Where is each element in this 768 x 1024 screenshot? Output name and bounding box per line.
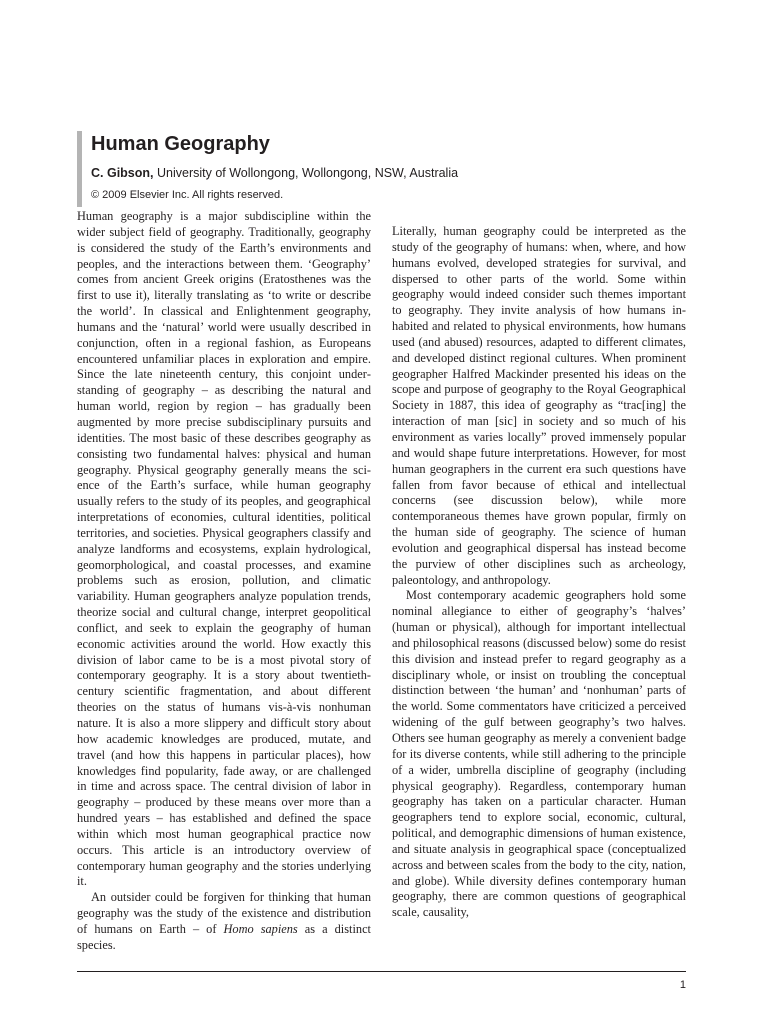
author-line <box>91 165 458 181</box>
article-title: Human Geography <box>91 133 270 155</box>
title-accent-bar <box>77 131 82 207</box>
paragraph: Literally, human geography could be interpreted as the study of the geography of humans: when, where, and how humans evolved, developed strategies for survival, and dispersed to other parts of the world. Some within geography would indeed consider such themes important to geography. They invite analysis of how humans inhabited and related to physical environments, how humans used (and abused) resources, adapted to different climates, and developed distinct regional cultures. When prominent geographer Halfred Mackinder presented his ideas on the scope and purpose of geography to the Royal Geographical Society in 1887, this idea of geography as “trac[ing] the interaction of man [sic] in society and so much of his environment as varies locally” proved immensely popular and would shape future interpretations. However, for most human geographers in the current era such questions have fallen from favor because of ethical and intellectual concerns (see discussion below), while more contemporaneous themes have grown popular, firmly on the human side of geography. The science of human evolution and geographical dispersal has instead become the purview of other disciplines such as archeology, paleontology, and anthropology. <box>392 224 686 587</box>
paragraph <box>77 890 371 953</box>
paragraph-text: An outsider could be forgiven for thinking that human geography was the study of the existence and distribution of humans on Earth – of <box>77 890 371 936</box>
copyright-notice: © 2009 Elsevier Inc. All rights reserved. <box>91 189 284 201</box>
page-number: 1 <box>679 979 686 991</box>
paragraph: Most contemporary academic geographers hold some nominal allegiance to either of geography’s ‘halves’ (human or physical), although for important intellectual and philosophical reasons (discussed below) some do resist this division and instead prefer to regard geography as a disciplinary whole, or insist on troubling the conceptual distinction between ‘the human’ and ‘nonhuman’ parts of the world. Some commentators have criticized a perceived widening of the gulf between geography’s two halves. Others see human geography as merely a convenient badge for its diverse contents, while still adhering to the principle of a wider, umbrella discipline of geography (including physical geography). Regardless, contemporary human geography has taken on a particular character. Human geographers tend to explore social, economic, cultural, political, and demographic dimensions of human existence, and situate analysis in geographical space (conceptualized across and between scales from the body to the city, nation, and globe). While diversity defines contemporary human geography, there are common questions of geographical scale, causality, <box>392 588 686 920</box>
paragraph-text: as a distinct species. <box>77 921 371 952</box>
author-name: C. Gibson, <box>91 166 154 180</box>
author-affiliation: University of Wollongong, Wollongong, NSW, Australia <box>156 166 459 180</box>
paragraph: Human geography is a major subdiscipline within the wider subject field of geography. Traditionally, geography is considered the study of the Earth’s environments and peoples, and the interactions between them. ‘Geography’ comes from ancient Greek origins (Eratosthenes was the first to use it), literally translating as ‘to write or describe the world’. In classical and Enlightenment geography, humans and the ‘natural’ world were usually described in conjunction, often in a regional fashion, as Europeans encountered unfamiliar places in exploration and empire. Since the late nineteenth century, this conjoint understanding of geography – as describing the natural and human world, region by region – has gradually been augmented by more precise subdisciplinary pursuits and identities. The most basic of these describes geography as consisting two fundamental halves: physical and human geography. Physical geography generally means the science of the Earth’s surface, while human geography usually refers to the study of its peoples, and geographical interpretations of economies, cultural identities, political territories, and societies. Physical geographers classify and analyze landforms and ecosystems, explain hydrological, geomorphological, and coastal processes, and examine problems such as erosion, pollution, and climatic variability. Human geographers analyze population trends, theorize social and cultural change, interpret geopolitical conflict, and seek to explain the geography of human economic activities around the world. How exactly this division of labor came to be is a most pivotal story of contemporary geography. It is a story about twentieth-century scientific fragmentation, and about different theories on the status of humans vis-à-vis nonhuman nature. It is also a more slippery and difficult story about how academic knowledges are produced, mutate, and travel (and how this happens in particular places), how knowledges find popularity, fade away, or are challenged in time and across space. The central division of labor in geography – produced by these means over more than a hundred years – has established and defined the space within which most human geographical practice now occurs. This article is an introductory overview of contemporary human geography and the stories underlying it. <box>77 209 371 889</box>
body-column-left <box>77 209 371 954</box>
species-name: Homo sapiens <box>223 921 298 936</box>
footer-rule <box>77 971 686 972</box>
body-column-right <box>392 224 686 921</box>
article-header <box>77 127 697 211</box>
